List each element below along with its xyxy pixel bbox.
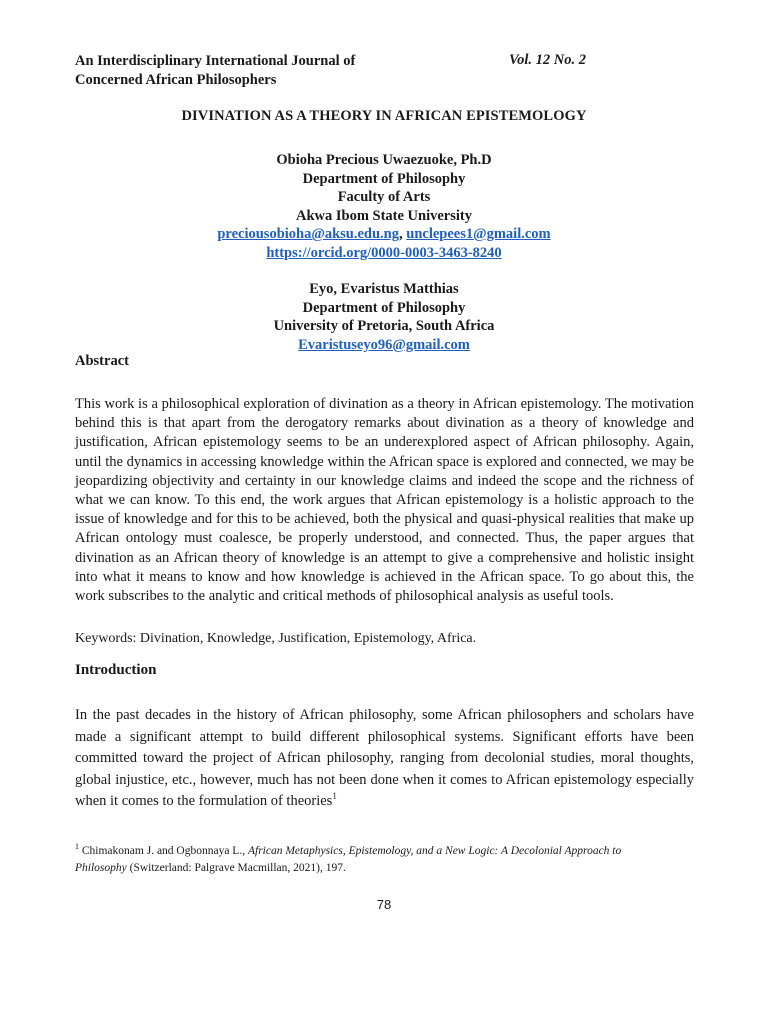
email-separator: , [399,226,407,242]
footnote [75,843,675,877]
journal-name-line1: An Interdisciplinary International Journal of [75,53,356,69]
keywords: Keywords: Divination, Knowledge, Justification, Epistemology, Africa. [75,631,477,646]
abstract-heading: Abstract [75,353,129,369]
abstract-text: This work is a philosophical exploration of divination as a theory in African epistemology. The motivation behind this is that apart from the derogatory remarks about divination as a theory of knowledge and justification, African epistemology seems to be an underexplored aspect of African philosophy. Again, until the dynamics in accessing knowledge within the African space is explored and connected, we may be jeopardizing objectivity and certainty in our knowledge claims and indeed the scope and the richness of what we can know. To this end, the work argues that African epistemology is a holistic approach to the issue of knowledge and for this to be achieved, both the physical and quasi-physical realities that make up African ontology must coalesce, be properly understood, and connected. Thus, the paper argues that divination as an African theory of knowledge is an attempt to give a comprehensive and holistic insight into what it means to know and how knowledge is achieved in the African space. To go about this, the work subscribes to the analytic and critical methods of philosophical analysis as useful tools. [75,396,694,605]
journal-name-line2: Concerned African Philosophers [75,72,277,88]
author2-block [0,280,768,354]
author1-faculty: Faculty of Arts [337,189,431,205]
introduction-body: In the past decades in the history of African philosophy, some African philosophers and scholars have made a significant attempt to build different philosophical systems. Significant efforts have been committed toward the project of African philosophy, ranging from decolonial studies, moral thoughts, global injustice, etc., however, much has not been done when it comes to African epistemology especially when it comes to the formulation of theories [75,707,694,809]
author2-department: Department of Philosophy [302,299,466,316]
author1-orcid-line [0,244,768,263]
introduction-text [75,705,694,813]
paper-title: DIVINATION AS A THEORY IN AFRICAN EPISTEMOLOGY [181,108,587,124]
author1-department: Department of Philosophy [302,170,466,187]
author2-email-link[interactable]: Evaristuseyo96@gmail.com [298,336,470,353]
footnote-lead: Chimakonam J. and Ogbonnaya L., [79,845,248,857]
footnote-number: 1 [75,842,79,852]
author1-university: Akwa Ibom State University [295,207,472,224]
author1-emails [0,225,768,244]
introduction-heading: Introduction [75,662,157,678]
author1-email2-link[interactable]: unclepees1@gmail.com [406,226,551,242]
volume-label: Vol. 12 No. 2 [509,52,586,68]
author2-name: Eyo, Evaristus Matthias [309,281,459,297]
footnote-reference[interactable]: 1 [332,791,337,802]
page-number: 78 [376,897,392,912]
author2-email-line [0,336,768,355]
journal-name [75,52,355,90]
author1-email1-link[interactable]: preciousobioha@aksu.edu.ng [217,226,399,242]
footnote-tail: (Switzerland: Palgrave Macmillan, 2021), 197. [126,862,346,874]
author1-orcid-link[interactable]: https://orcid.org/0000-0003-3463-8240 [266,244,502,261]
footnote-book-title: African Metaphysics, Epistemology, and a New Logic: A Decolonial Approach to Philosophy [75,845,622,874]
author2-university: University of Pretoria, South Africa [273,318,495,334]
author1-name: Obioha Precious Uwaezuoke, Ph.D [276,152,492,168]
author1-block [0,151,768,262]
